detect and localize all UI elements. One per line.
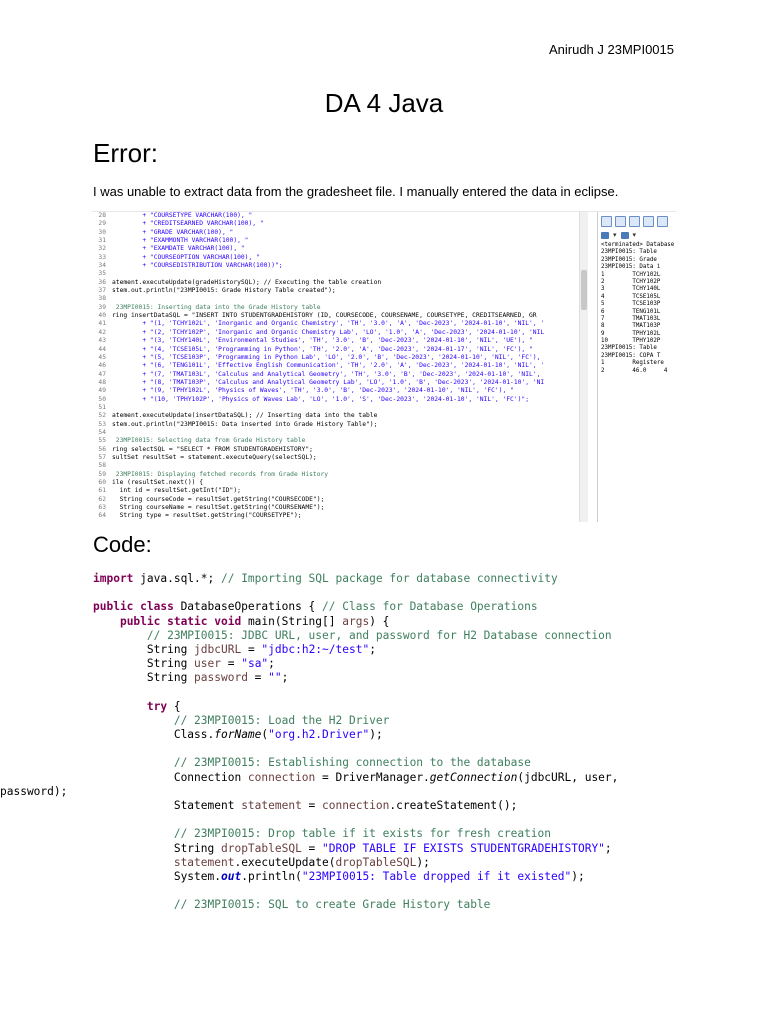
editor-code-line: [92, 421, 579, 429]
line-text: + "(4, 'TCSE105L', 'Programming in Python', 'TH', '2.0', 'A', 'Dec-2023', '2024-01-17', 'NIL', 'FC'), ": [112, 345, 533, 353]
editor-code-line: [92, 354, 579, 362]
code-line: // 23MPI0015: JDBC URL, user, and password for H2 Database connection: [146, 628, 612, 642]
editor-scrollbar[interactable]: [579, 212, 588, 522]
editor-code-line: [92, 295, 579, 303]
line-text: + "COURSEOPTION VARCHAR(100), ": [112, 253, 260, 261]
editor-code-line: [92, 437, 579, 445]
line-number: 61: [98, 487, 106, 495]
line-number: 58: [98, 462, 106, 470]
console-line: 23MPI0015: Table: [601, 249, 657, 256]
line-number: 31: [98, 237, 106, 245]
line-text: + "COURSEDISTRIBUTION VARCHAR(100))";: [112, 262, 283, 270]
line-text: + "COURSETYPE VARCHAR(100), ": [112, 212, 253, 219]
code-line: public class DatabaseOperations { // Class for Database Operations: [93, 600, 538, 614]
editor-code-line: [92, 304, 579, 312]
code-line: // 23MPI0015: SQL to create Grade History table: [173, 898, 491, 912]
editor-code-line: [92, 429, 579, 437]
editor-code-line: [92, 329, 579, 337]
code-line: // 23MPI0015: Load the H2 Driver: [173, 713, 390, 727]
line-text: ring selectSQL = "SELECT * FROM STUDENTGRADEHISTORY";: [112, 445, 313, 453]
line-text: ile (resultSet.next()) {: [112, 479, 203, 486]
line-number: 51: [98, 403, 106, 411]
console-line: 2 46.0 4: [601, 367, 668, 374]
code-line: try {: [146, 699, 181, 713]
line-text: String courseName = resultSet.getString("COURSENAME");: [112, 504, 325, 512]
line-text: 23MPI0015: Displaying fetched records from Grade History: [112, 470, 329, 478]
line-number: 46: [98, 362, 106, 370]
editor-code-line: [92, 262, 579, 270]
line-number: 55: [98, 437, 106, 445]
line-text: + "CREDITSEARNED VARCHAR(100), ": [112, 220, 264, 228]
console-pane: [597, 212, 676, 522]
editor-code-line: [92, 220, 579, 228]
console-line: <terminated> Database: [601, 242, 675, 248]
console-toolbar-icon[interactable]: [629, 216, 640, 227]
eclipse-screenshot: [92, 211, 676, 522]
editor-code-line: [92, 312, 579, 320]
code-line: public static void main(String[] args) {: [119, 614, 390, 628]
code-line: import java.sql.*; // Importing SQL package for database connectivity: [93, 572, 558, 585]
code-line: System.out.println("23MPI0015: Table dropped if it existed");: [173, 869, 585, 883]
line-number: 52: [98, 412, 106, 420]
dropdown-icon[interactable]: ▾: [632, 232, 637, 239]
line-text: + "(3, 'TCHY140L', 'Environmental Studies', 'TH', '3.0', 'B', 'Dec-2023', '2024-01-10', 'NIL', 'UE'), ": [112, 337, 533, 345]
code-line: Connection connection = DriverManager.getConnection(jdbcURL, user,: [173, 770, 619, 784]
scrollbar-thumb[interactable]: [581, 270, 587, 310]
line-number: 54: [98, 428, 106, 436]
line-number: 41: [98, 320, 106, 328]
console-line: 1 Registere: [601, 360, 664, 367]
editor-code-line: [92, 471, 579, 479]
editor-code-line: [92, 412, 579, 420]
line-number: 38: [98, 295, 106, 303]
console-line: 23MPI0015: Data i: [601, 264, 661, 271]
line-number: 28: [98, 212, 106, 219]
line-text: 23MPI0015: Inserting data into the Grade History table: [112, 303, 321, 311]
code-line: String jdbcURL = "jdbc:h2:~/test";: [146, 642, 376, 656]
editor-code-line: [92, 496, 579, 504]
console-line: 9 TPHY102L: [601, 330, 661, 337]
editor-code-line: [92, 362, 579, 370]
open-console-icon[interactable]: [621, 232, 629, 239]
editor-code-line: [92, 379, 579, 387]
line-number: 50: [98, 395, 106, 403]
console-line: 23MPI0015: COPA T: [601, 352, 661, 359]
console-line: 6 TENG101L: [601, 308, 661, 315]
console-line: 1 TCHY102L: [601, 271, 661, 278]
console-toolbar: [598, 214, 676, 228]
line-text: 23MPI0015: Selecting data from Grade History table: [112, 437, 306, 445]
code-line-wrapped: password);: [0, 784, 68, 798]
line-number: 32: [98, 245, 106, 253]
editor-code-line: [92, 212, 579, 220]
line-number: 60: [98, 479, 106, 486]
console-toolbar-icon[interactable]: [643, 216, 654, 227]
console-line: 23MPI0015: Table: [601, 345, 657, 352]
line-text: atement.executeUpdate(gradeHistorySQL); // Executing the table creation: [112, 278, 382, 286]
code-line: String user = "sa";: [146, 657, 275, 671]
code-line: statement.executeUpdate(dropTableSQL);: [173, 855, 430, 869]
line-number: 33: [98, 253, 106, 261]
editor-code-line: [92, 337, 579, 345]
editor-code-line: [92, 404, 579, 412]
editor-code-line: [92, 512, 579, 520]
line-text: + "EXAMDATE VARCHAR(100), ": [112, 245, 245, 253]
line-number: 49: [98, 387, 106, 395]
line-number: 48: [98, 378, 106, 386]
console-toolbar-icon[interactable]: [657, 216, 668, 227]
editor-code-line: [92, 287, 579, 295]
code-line-blank: [93, 742, 733, 756]
line-number: 37: [98, 287, 106, 295]
line-number: 43: [98, 337, 106, 345]
line-number: 29: [98, 220, 106, 228]
line-text: String courseCode = resultSet.getString("COURSECODE");: [112, 495, 325, 503]
line-text: int id = resultSet.getInt("ID");: [112, 487, 241, 495]
code-line-blank: [93, 813, 733, 827]
line-text: stem.out.println("23MPI0015: Grade History Table created");: [112, 287, 336, 295]
code-line: Statement statement = connection.createStatement();: [173, 799, 518, 812]
code-line-blank: [93, 884, 733, 898]
line-text: + "GRADE VARCHAR(100), ": [112, 228, 234, 236]
editor-code-line: [92, 479, 579, 487]
code-listing: [0, 572, 733, 913]
editor-code-line: [92, 371, 579, 379]
line-number: 64: [98, 512, 106, 520]
console-toolbar-icon[interactable]: [601, 216, 612, 227]
line-number: 62: [98, 495, 106, 503]
console-line: 3 TCHY140L: [601, 286, 661, 293]
editor-code-line: [92, 504, 579, 512]
editor-code-line: [92, 320, 579, 328]
line-number: 30: [98, 228, 106, 236]
code-line: String dropTableSQL = "DROP TABLE IF EXISTS STUDENTGRADEHISTORY";: [173, 841, 612, 855]
console-line: 23MPI0015: Grade: [601, 256, 657, 263]
display-console-icon[interactable]: [601, 232, 609, 239]
line-number: 40: [98, 312, 106, 320]
editor-code-line: [92, 454, 579, 462]
line-text: ring insertDataSQL = "INSERT INTO STUDENTGRADEHISTORY (ID, COURSECODE, COURSENAME, COURSETYPE, CREDITSEARNED, GR: [112, 312, 537, 320]
editor-code-line: [92, 387, 579, 395]
line-number: 59: [98, 470, 106, 478]
editor-code-line: [92, 396, 579, 404]
line-text: + "(8, 'TMAT103P', 'Calculus and Analytical Geometry Lab', 'LO', '1.0', 'B', 'Dec-2023', '2024-01-10', 'NI: [112, 378, 545, 386]
line-text: atement.executeUpdate(insertDataSQL); // Inserting data into the table: [112, 412, 378, 420]
editor-code-line: [92, 279, 579, 287]
line-text: + "(10, 'TPHY102P', 'Physics of Waves Lab', 'LO', '1.0', 'S', 'Dec-2023', '2024-01-10', 'NIL', 'FC')";: [112, 395, 530, 403]
line-number: 36: [98, 278, 106, 286]
console-toolbar-secondary: [598, 228, 676, 242]
page-title: DA 4 Java: [324, 88, 444, 118]
code-line-blank: [93, 686, 733, 700]
line-number: 35: [98, 270, 106, 278]
line-number: 44: [98, 345, 106, 353]
author-header: Anirudh J 23MPI0015: [548, 42, 674, 57]
error-description: I was unable to extract data from the gradesheet file. I manually entered the data in eclipse.: [93, 184, 619, 199]
error-heading: Error:: [93, 138, 158, 168]
editor-code-line: [92, 487, 579, 495]
console-line: 7 TMAT103L: [601, 315, 661, 322]
line-text: + "(5, 'TCSE103P', 'Programming in Python Lab', 'LO', '2.0', 'B', 'Dec-2023', '2024-01-10', 'NIL', 'FC'),: [112, 353, 541, 361]
line-number: 63: [98, 504, 106, 512]
code-line: // 23MPI0015: Drop table if it exists for fresh creation: [173, 827, 552, 841]
code-line-blank: [93, 586, 733, 600]
line-number: 39: [98, 303, 106, 311]
line-number: 42: [98, 328, 106, 336]
editor-code-line: [92, 270, 579, 278]
line-text: stem.out.println("23MPI0015: Data inserted into Grade History Table");: [112, 420, 378, 428]
line-text: + "EXAMMONTH VARCHAR(100), ": [112, 237, 249, 245]
line-number: 47: [98, 370, 106, 378]
console-toolbar-icon[interactable]: [615, 216, 626, 227]
line-text: sultSet resultSet = statement.executeQuery(selectSQL);: [112, 453, 317, 461]
editor-code-line: [92, 254, 579, 262]
line-number: 57: [98, 453, 106, 461]
code-line: // 23MPI0015: Establishing connection to the database: [173, 756, 531, 770]
code-line: String password = "";: [146, 671, 289, 685]
line-text: String type = resultSet.getString("COURSETYPE");: [112, 512, 302, 520]
console-line: 8 TMAT103P: [601, 323, 661, 330]
code-editor-pane: [92, 212, 579, 522]
console-line: 10 TPHY102P: [601, 338, 661, 345]
editor-code-line: [92, 446, 579, 454]
editor-code-line: [92, 229, 579, 237]
console-line: 4 TCSE105L: [601, 293, 661, 300]
line-text: + "(1, 'TCHY102L', 'Inorganic and Organic Chemistry', 'TH', '3.0', 'A', 'Dec-2023', '2024-01-10', 'NIL', ': [112, 320, 545, 328]
line-text: + "(6, 'TENG101L', 'Effective English Communication', 'TH', '2.0', 'A', 'Dec-2023', '2024-01-10', 'NIL', ': [112, 362, 545, 370]
editor-code-line: [92, 237, 579, 245]
editor-code-line: [92, 346, 579, 354]
console-line: 5 TCSE103P: [601, 301, 661, 308]
editor-code-line: [92, 462, 579, 470]
code-line: Class.forName("org.h2.Driver");: [173, 728, 383, 742]
editor-code-line: [92, 245, 579, 253]
line-text: + "(7, 'TMAT103L', 'Calculus and Analytical Geometry', 'TH', '3.0', 'B', 'Dec-2023', '2024-01-10', 'NIL',: [112, 370, 541, 378]
line-number: 45: [98, 353, 106, 361]
line-text: + "(2, 'TCHY102P', 'Inorganic and Organic Chemistry Lab', 'LO', '1.0', 'A', 'Dec-2023', '2024-01-10', 'NIL: [112, 328, 545, 336]
line-number: 34: [98, 262, 106, 270]
line-text: + "(9, 'TPHY102L', 'Physics of Waves', 'TH', '3.0', 'B', 'Dec-2023', '2024-01-10', 'NIL', 'FC'), ": [112, 387, 514, 395]
dropdown-icon[interactable]: ▾: [613, 232, 617, 239]
line-number: 56: [98, 445, 106, 453]
console-line: 2 TCHY102P: [601, 278, 661, 285]
console-output: [598, 242, 676, 375]
line-number: 53: [98, 420, 106, 428]
code-heading: Code:: [93, 532, 152, 557]
